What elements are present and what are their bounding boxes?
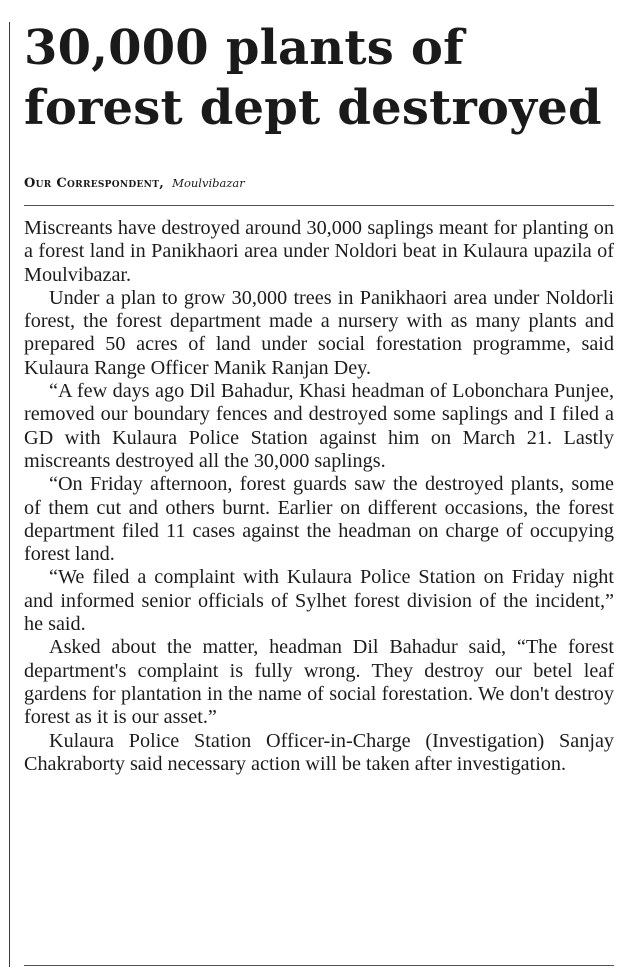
paragraph-4: “On Friday afternoon, forest guards saw the destroyed plants, some of them cut and others burnt. Earlier on different occasions, the forest department filed 11 cases against the headman on charge of occupying forest land. (24, 473, 614, 566)
byline-divider (24, 205, 614, 206)
headline (24, 18, 619, 138)
paragraph-5: “We filed a complaint with Kulaura Police Station on Friday night and informed senior officials of Sylhet forest division of the incident,” he said. (24, 566, 614, 636)
paragraph-7: Kulaura Police Station Officer-in-Charge (Investigation) Sanjay Chakraborty said necessary action will be taken after investigation. (24, 729, 614, 775)
paragraph-6: Asked about the matter, headman Dil Bahadur said, “The forest department's complaint is fully wrong. They destroy our betel leaf gardens for plantation in the name of social forestation. We don't destroy forest as it is our asset.” (24, 636, 614, 729)
paragraph-3: “A few days ago Dil Bahadur, Khasi headman of Lobonchara Punjee, removed our boundary fences and destroyed some saplings and I filed a GD with Kulaura Police Station against him on March 21. Lastly miscreants destroyed all the 30,000 saplings. (24, 380, 614, 472)
byline-author: Our Correspondent, (24, 176, 165, 191)
byline-place: Moulvibazar (172, 176, 245, 190)
article-body (24, 217, 614, 776)
paragraph-1: Miscreants have destroyed around 30,000 saplings meant for planting on a forest land in Panikhaori area under Noldori beat in Kulaura upazila of Moulvibazar. (24, 217, 614, 286)
headline-line-2: forest dept destroyed (24, 80, 602, 136)
headline-line-1: 30,000 plants of (24, 20, 464, 76)
paragraph-2: Under a plan to grow 30,000 trees in Panikhaori area under Noldorli forest, the forest department made a nursery with as many plants and prepared 50 acres of land under social forestation programme, said Kulaura Range Officer Manik Ranjan Dey. (24, 286, 614, 379)
column-rule (9, 22, 10, 967)
byline (24, 174, 245, 193)
bottom-divider (24, 965, 614, 966)
